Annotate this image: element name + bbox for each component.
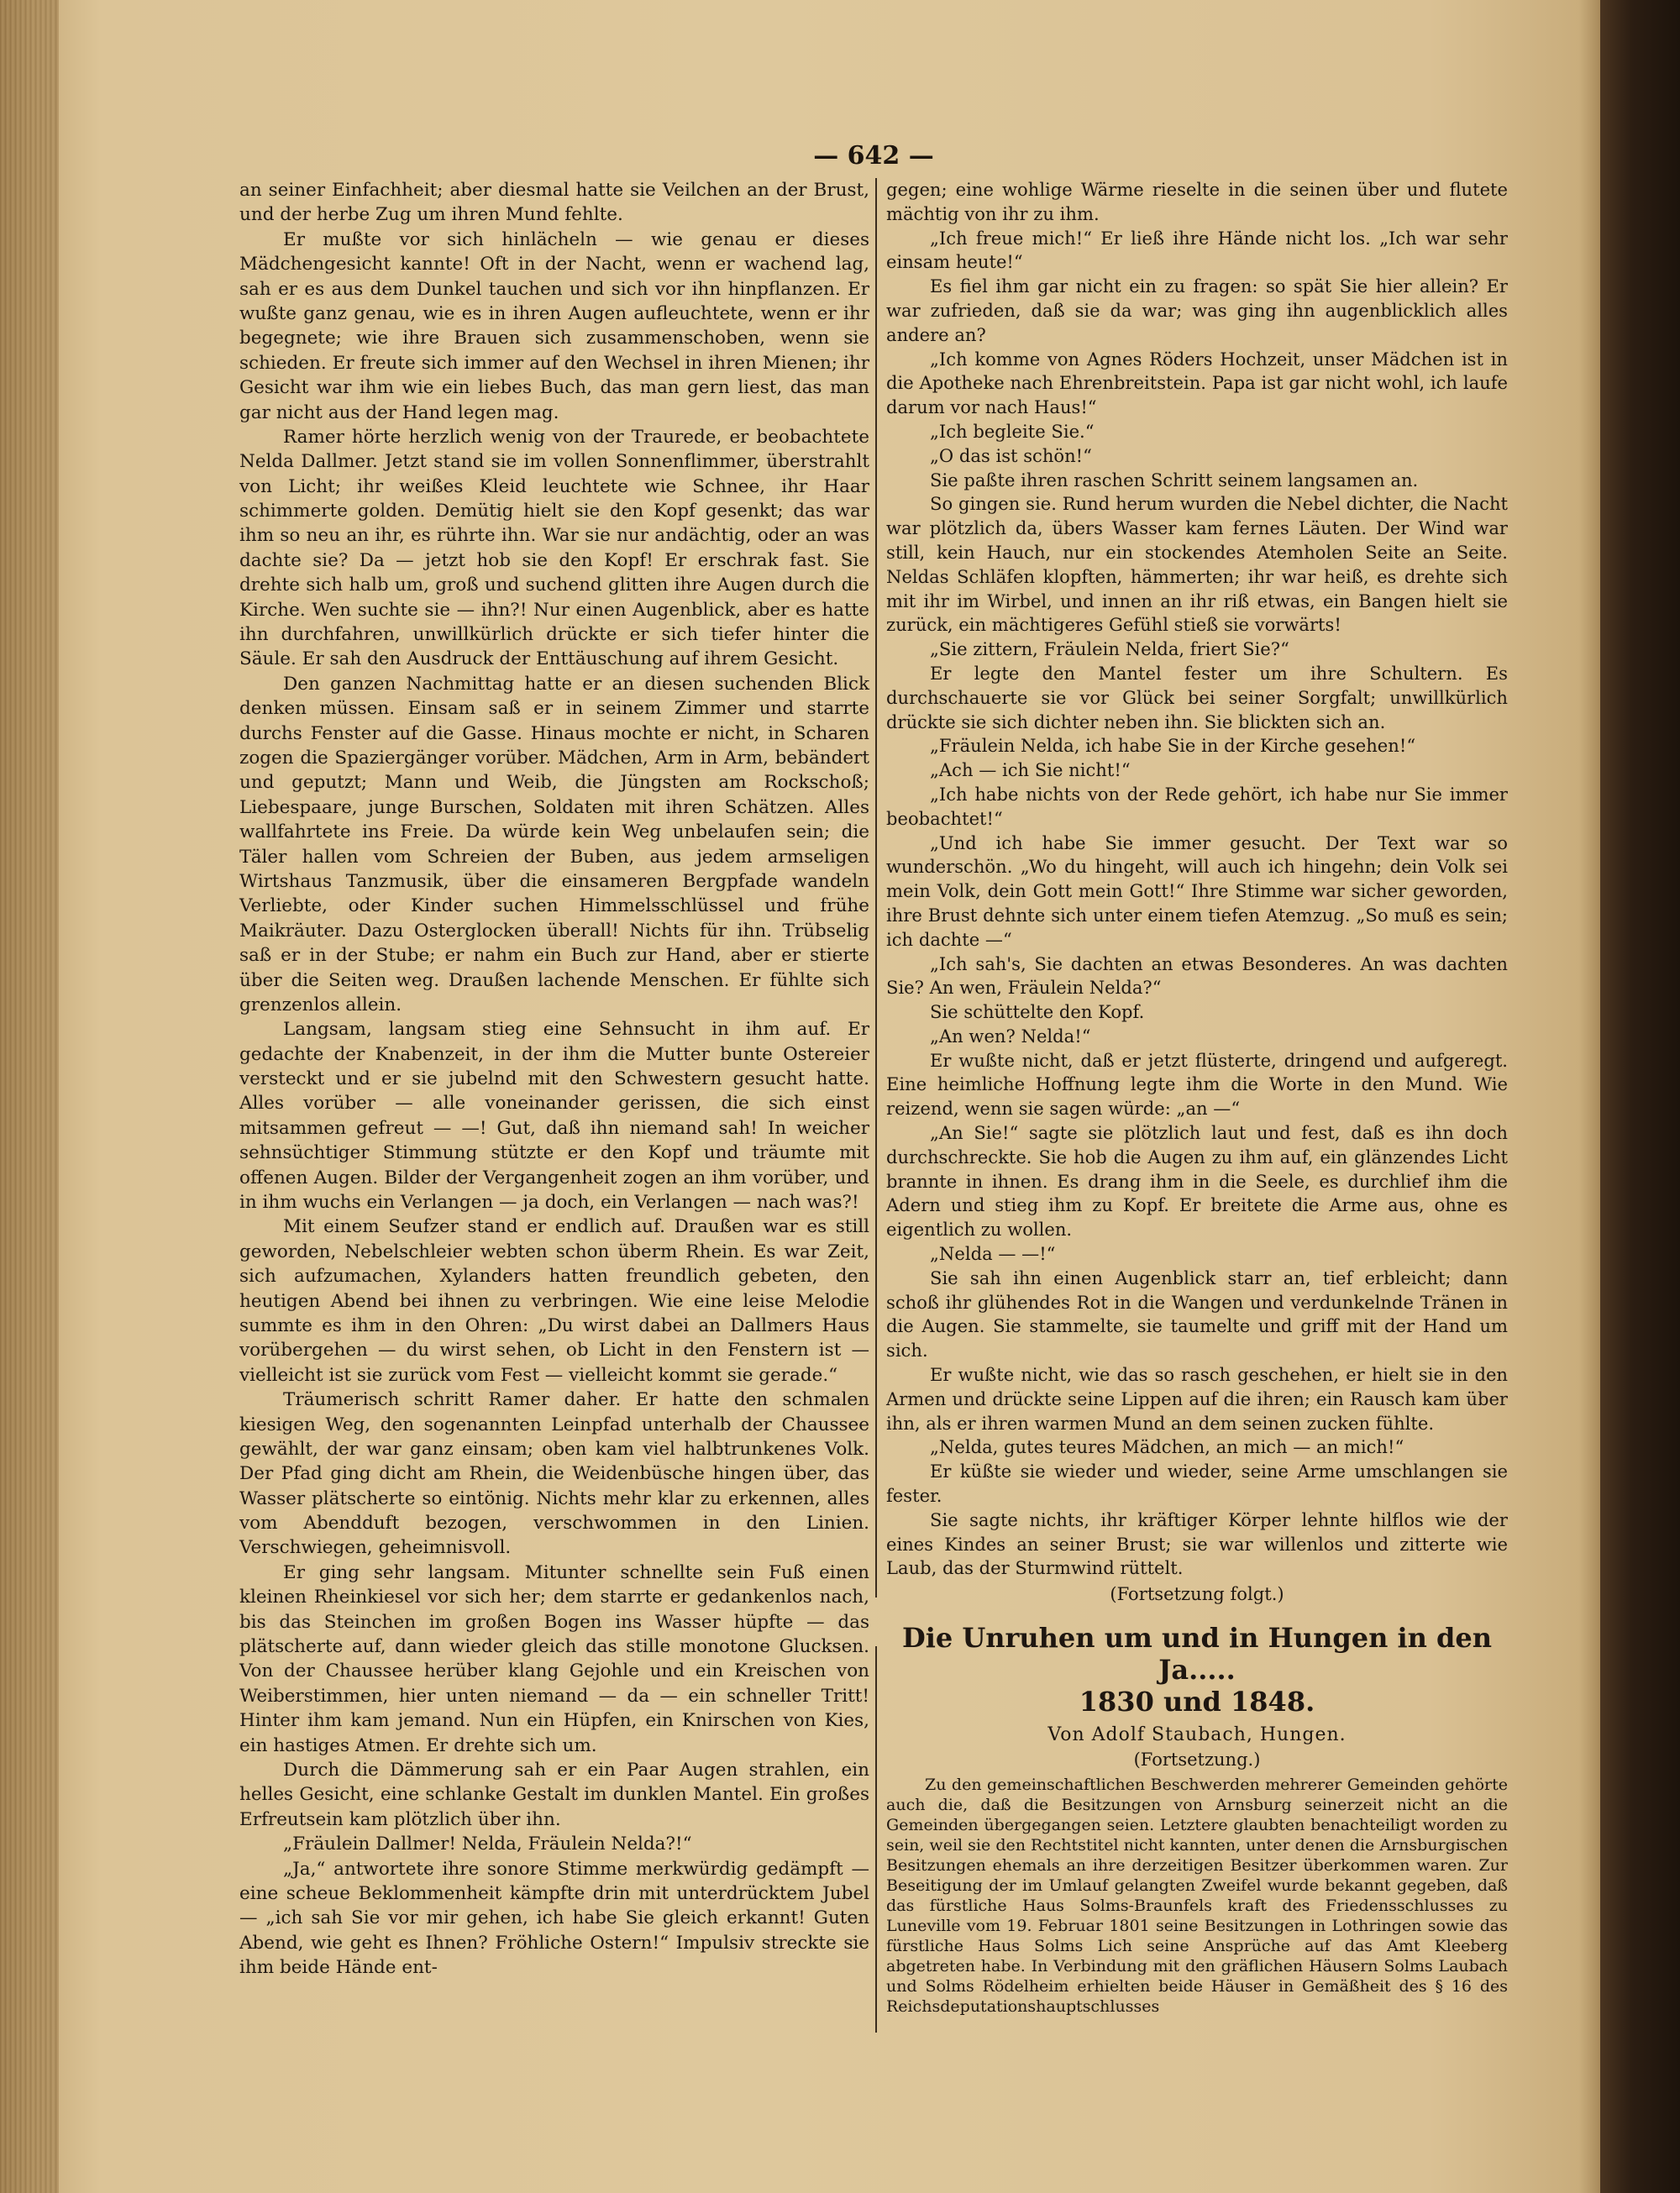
article-continued-label: (Fortsetzung.) xyxy=(1133,1750,1261,1771)
paragraph: „Fräulein Nelda, ich habe Sie in der Kirche gesehen!“ xyxy=(930,735,1416,757)
article-author: Von Adolf Staubach, Hungen. xyxy=(1047,1724,1347,1746)
paragraph: Sie sagte nichts, ihr kräftiger Körper lehnte hilflos wie der eines Kindes an seiner Brust; sie war willenlos und zitterte wie Laub, das der Sturmwind rüttelt. xyxy=(886,1508,1508,1579)
paragraph: Sie paßte ihren raschen Schritt seinem langsamen an. xyxy=(930,469,1419,491)
paragraph: „Ich habe nichts von der Rede gehört, ich habe nur Sie immer beobachtet!“ xyxy=(886,783,1508,829)
paragraph: Sie schüttelte den Kopf. xyxy=(930,1001,1145,1023)
paragraph: „Fräulein Dallmer! Nelda, Fräulein Nelda?!“ xyxy=(283,1834,692,1855)
column-divider xyxy=(875,178,877,1598)
paragraph: Er mußte vor sich hinlächeln — wie genau er dieses Mädchengesicht kannte! Oft in der Nacht, wenn er wachend lag, sah er es aus dem Dunkel tauchen und sich vor ihn hinpflanzen. Er wußte ganz genau, wie es in ihren Augen aufleuchtete, wenn er ihr begegnete; wie ihre Brauen sich zusammenschoben, wenn sie schieden. Er freute sich immer auf den Wechsel in ihren Mienen; ihr Gesicht war ihm wie ein liebes Buch, das man gern liest, das man gar nicht aus der Hand legen mag. xyxy=(239,228,869,423)
paragraph: Er wußte nicht, wie das so rasch geschehen, er hielt sie in den Armen und drückte seine Lippen auf die ihren; ein Rausch kam über ihn, als er ihren warmen Mund an dem seinen zucken fühlte. xyxy=(886,1364,1508,1434)
left-text-column xyxy=(239,178,869,1981)
book-binding xyxy=(1600,0,1680,2193)
paragraph: „Ich komme von Agnes Röders Hochzeit, unser Mädchen ist in die Apotheke nach Ehrenbreitstein. Papa ist gar nicht wohl, ich laufe darum vor nach Haus!“ xyxy=(886,348,1508,418)
paragraph: Er ging sehr langsam. Mitunter schnellte sein Fuß einen kleinen Rheinkiesel vor sich her; dem starrte er gedankenlos nach, bis das Steinchen im großen Bogen ins Wasser hüpfte — das plätscherte auf, dann wieder gleich das stille monotone Glucksen. Von der Chaussee herüber klang Gejohle und ein Kreischen von Weiberstimmen, hier unten niemand — da — ein schneller Tritt! Hinter ihm kam jemand. Nun ein Hüpfen, ein Knirschen von Kies, ein hastiges Atmen. Er drehte sich um. xyxy=(239,1561,869,1756)
paragraph: „Nelda, gutes teures Mädchen, an mich — an mich!“ xyxy=(930,1436,1404,1458)
column-divider-lower xyxy=(875,1646,877,2033)
paragraph: Träumerisch schritt Ramer daher. Er hatte den schmalen kiesigen Weg, den sogenannten Leinpfad unterhalb der Chaussee gewählt, der war ganz einsam; oben kam viel halbtrunkenes Volk. Der Pfad ging dicht am Rhein, die Weidenbüsche hingen über, das Wasser plätscherte so eintönig. Nichts mehr klar zu erkennen, alles vom Abendduft bezogen, verschwommen in den Linien. Verschwiegen, geheimnisvoll. xyxy=(239,1389,869,1559)
paragraph: So gingen sie. Rund herum wurden die Nebel dichter, die Nacht war plötzlich da, übers Wasser kam fernes Läuten. Der Wind war still, kein Hauch, nur ein stockendes Atemholen Seite an Seite. Neldas Schläfen klopften, hämmerten; ihr war heiß, es drehte sich mit ihr im Wirbel, und innen an ihr riß etwas, ein Bangen hielt sie zurück, ein mächtigeres Gefühl stieß sie vorwärts! xyxy=(886,493,1508,636)
right-text-column xyxy=(886,178,1508,1607)
paragraph: „Ich sah's, Sie dachten an etwas Besonderes. An was dachten Sie? An wen, Fräulein Nelda?“ xyxy=(886,952,1508,999)
paragraph: „Ich begleite Sie.“ xyxy=(930,420,1095,442)
paragraph: „Ach — ich Sie nicht!“ xyxy=(930,759,1131,781)
paragraph: „Ja,“ antwortete ihre sonore Stimme merkwürdig gedämpft — eine scheue Beklommenheit kämpfte drin mit unterdrücktem Jubel — „ich sah Sie vor mir gehen, ich habe Sie gleich erkannt! Guten Abend, wie geht es Ihnen? Fröhliche Ostern!“ Impulsiv streckte sie ihm beide Hände ent- xyxy=(239,1858,869,1979)
article-block xyxy=(886,1622,1508,2017)
continuation-note: (Fortsetzung folgt.) xyxy=(1110,1583,1284,1605)
article-title-line2: 1830 und 1848. xyxy=(1079,1686,1315,1718)
paragraph: „Und ich habe Sie immer gesucht. Der Text war so wunderschön. „Wo du hingeht, will auch ich hingehn; dein Volk sei mein Volk, dein Gott mein Gott!“ Ihre Stimme war sicher geworden, ihre Brust dehnte sich unter einem tiefen Atemzug. „So muß es sein; ich dachte —“ xyxy=(886,832,1508,950)
paragraph: „An wen? Nelda!“ xyxy=(930,1025,1091,1047)
paragraph: „O das ist schön!“ xyxy=(930,444,1092,466)
stacked-page-edges xyxy=(0,0,59,2193)
paragraph: Mit einem Seufzer stand er endlich auf. Draußen war es still geworden, Nebelschleier webten schon überm Rhein. Es war Zeit, sich aufzumachen, Xylanders hatten freundlich gebeten, den heutigen Abend bei ihnen zu verbringen. Wie eine leise Melodie summte es ihm in den Ohren: „Du wirst dabei an Dallmers Haus vorübergehen — du wirst sehen, ob Licht in den Fenstern ist — vielleicht ist sie zurück vom Fest — vielleicht kommt sie gerade.“ xyxy=(239,1216,869,1386)
paragraph: „An Sie!“ sagte sie plötzlich laut und fest, daß es ihn doch durchschreckte. Sie hob die Augen zu ihm auf, ein glänzendes Licht brannte in ihnen. Es drang ihm in die Seele, es durchlief ihm die Adern und stieg ihm zu Kopf. Er breitete die Arme aus, ohne es eigentlich zu wollen. xyxy=(886,1122,1508,1241)
paragraph: gegen; eine wohlige Wärme rieselte in die seinen über und flutete mächtig von ihr zu ihm. xyxy=(886,179,1508,224)
article-body: Zu den gemeinschaftlichen Beschwerden mehrerer Gemeinden gehörte auch die, daß die Besitzungen von Arnsburg seinerzeit nicht an die Gemeinden übergegangen seien. Letztere glaubten benachteiligt worden zu sein, weil sie den Rechtstitel nicht kannten, unter denen die Arnsburgischen Besitzungen ehemals an ihre derzeitigen Besitzer überkommen waren. Zur Beseitigung der im Umlauf gelangten Zweifel wurde bekannt gegeben, daß das fürstliche Haus Solms-Braunfels kraft des Friedensschlusses zu Luneville vom 19. Februar 1801 seine Besitzungen in Lothringen sowie das fürstliche Haus Solms Lich seine Ansprüche auf das Amt Kleeberg abgetreten habe. In Verbindung mit den gräflichen Häusern Solms Laubach und Solms Rödelheim erhielten beide Häuser in Gemäßheit des § 16 des Reichsdeputationshauptschlusses xyxy=(886,1776,1508,2017)
paragraph: Ramer hörte herzlich wenig von der Traurede, er beobachtete Nelda Dallmer. Jetzt stand sie im vollen Sonnenflimmer, überstrahlt von Licht; ihr weißes Kleid leuchtete wie Schnee, ihr Haar schimmerte golden. Demütig hielt sie den Kopf gesenkt; das war ihm so neu an ihr, es rührte ihn. War sie nur andächtig, oder an was dachte sie? Da — jetzt hob sie den Kopf! Er erschrak fast. Sie drehte sich halb um, groß und suchend glitten ihre Augen durch die Kirche. Wen suchte sie — ihn?! Nur einen Augenblick, aber es hatte ihn durchfahren, unwillkürlich drückte er sich tiefer hinter die Säule. Er sah den Ausdruck der Enttäuschung auf ihrem Gesicht. xyxy=(239,426,869,670)
paragraph: Sie sah ihn einen Augenblick starr an, tief erbleicht; dann schoß ihr glühendes Rot in die Wangen und verdunkelnde Tränen in die Augen. Sie stammelte, sie taumelte und griff mit der Hand um sich. xyxy=(886,1267,1508,1361)
paragraph: Langsam, langsam stieg eine Sehnsucht in ihm auf. Er gedachte der Knabenzeit, in der ihm die Mutter bunte Ostereier versteckt und er sie jubelnd mit den Schwestern gesucht hatte. Alles vorüber — alle voneinander gerissen, die sich einst mitsammen gefreut — —! Gut, daß ihn niemand sah! In weicher sehnsüchtiger Stimmung stützte er den Kopf und träumte mit offenen Augen. Bilder der Vergangenheit zogen an ihm vorüber, und in ihm wuchs ein Verlangen — ja doch, ein Verlangen — nach was?! xyxy=(239,1019,869,1214)
paragraph: an seiner Einfachheit; aber diesmal hatte sie Veilchen an der Brust, und der herbe Zug um ihren Mund fehlte. xyxy=(239,180,869,226)
article-title-line1: Die Unruhen um und in Hungen in den Ja..... xyxy=(901,1622,1493,1687)
paragraph: Den ganzen Nachmittag hatte er an diesen suchenden Blick denken müssen. Einsam saß er in seinem Zimmer und starrte durchs Fenster auf die Gasse. Hinaus mochte er nicht, in Scharen zogen die Spaziergänger vorüber. Mädchen, Arm in Arm, bebändert und geputzt; Mann und Weib, die Jüngsten am Rockschoß; Liebespaare, junge Burschen, Soldaten mit ihren Schätzen. Alles wallfahrtete ins Freie. Da würde kein Weg unbelaufen sein; die Täler hallen vom Schreien der Buben, aus jedem armseligen Wirtshaus Tanzmusik, über die einsameren Bergpfade wandeln Verliebte, oder Kinder suchen Himmelsschlüssel und frühe Maikräuter. Dazu Osterglocken überall! Nichts für ihn. Trübselig saß er in der Stube; er nahm ein Buch zur Hand, aber er stierte über die Seiten weg. Draußen lachende Menschen. Er fühlte sich grenzenlos allein. xyxy=(239,673,869,1015)
paragraph: Er legte den Mantel fester um ihre Schultern. Es durchschauerte sie vor Glück bei seiner Sorgfalt; unwillkürlich drückte sie sich dichter neben ihn. Sie blickten sich an. xyxy=(886,662,1508,732)
paragraph: „Sie zittern, Fräulein Nelda, friert Sie?“ xyxy=(930,638,1289,660)
paragraph: Durch die Dämmerung sah er ein Paar Augen strahlen, ein helles Gesicht, eine schlanke Gestalt im dunklen Mantel. Ein großes Erfreutsein kam plötzlich über ihn. xyxy=(239,1760,869,1830)
paragraph: „Ich freue mich!“ Er ließ ihre Hände nicht los. „Ich war sehr einsam heute!“ xyxy=(886,227,1508,273)
paragraph: „Nelda — —!“ xyxy=(930,1243,1056,1265)
paragraph: Es fiel ihm gar nicht ein zu fragen: so spät Sie hier allein? Er war zufrieden, daß sie da war; was ging ihn augenblicklich alles andere an? xyxy=(886,275,1508,345)
paragraph: Er wußte nicht, daß er jetzt flüsterte, dringend und aufgeregt. Eine heimliche Hoffnung legte ihm die Worte in den Mund. Wie reizend, wenn sie sagen würde: „an —“ xyxy=(886,1049,1508,1120)
page-number: — 642 — xyxy=(813,141,934,171)
paragraph: Er küßte sie wieder und wieder, seine Arme umschlangen sie fester. xyxy=(886,1461,1508,1507)
